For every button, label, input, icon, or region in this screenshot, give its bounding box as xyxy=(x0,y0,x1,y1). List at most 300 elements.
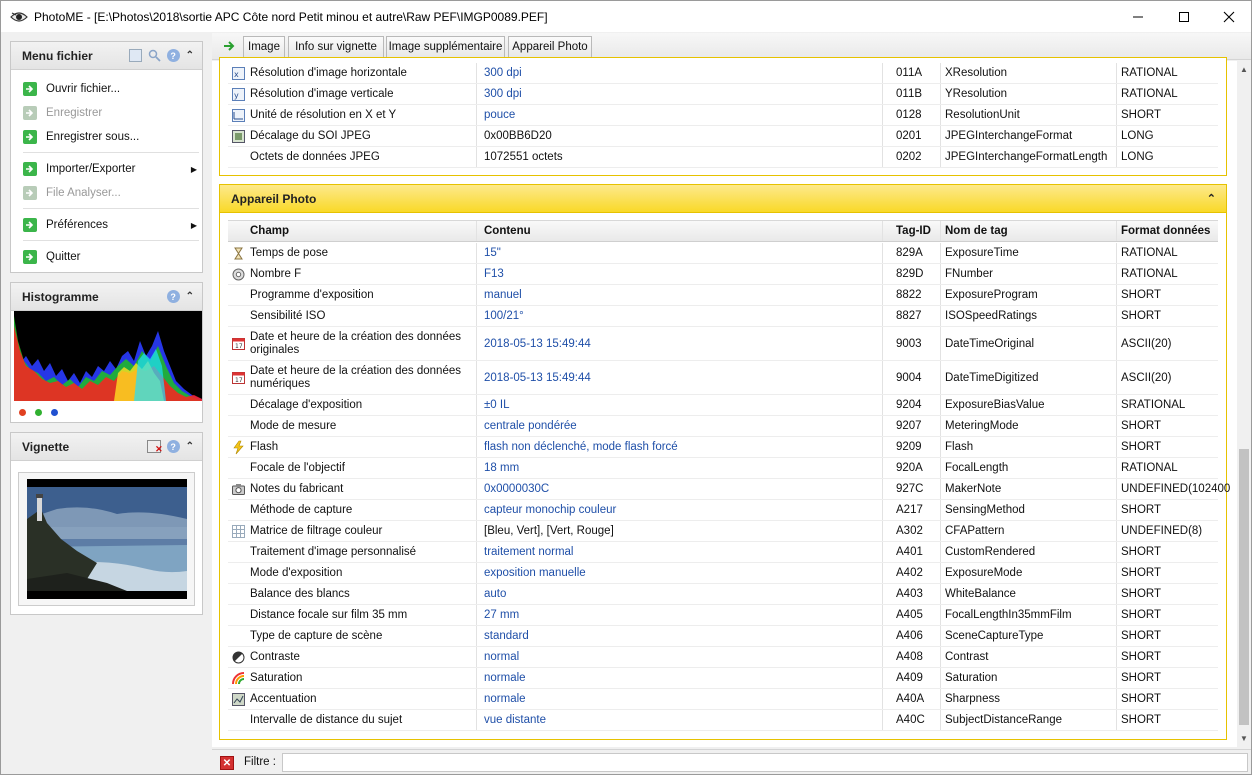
value-cell: normale xyxy=(484,693,526,705)
value-cell: standard xyxy=(484,630,529,642)
cell-divider xyxy=(882,626,883,646)
x-resolution-icon xyxy=(230,63,246,83)
red-channel-dot[interactable] xyxy=(19,409,26,416)
cell-divider xyxy=(1116,605,1117,625)
tag-id-cell: 0128 xyxy=(896,109,922,121)
cell-divider xyxy=(1116,306,1117,326)
cell-divider xyxy=(940,710,941,730)
tag-name-cell: CustomRendered xyxy=(945,546,1036,558)
file-menu-title: Menu fichier xyxy=(22,48,93,63)
arrow-right-icon xyxy=(23,106,37,120)
cell-divider xyxy=(1116,126,1117,146)
cell-divider xyxy=(1116,647,1117,667)
cell-divider xyxy=(940,668,941,688)
cell-divider xyxy=(476,458,477,478)
tab-image[interactable]: Image xyxy=(243,36,285,58)
format-cell: SHORT xyxy=(1121,310,1162,322)
cell-divider xyxy=(940,126,941,146)
format-cell: RATIONAL xyxy=(1121,247,1178,259)
tag-name-cell: ISOSpeedRatings xyxy=(945,310,1038,322)
arrow-right-icon xyxy=(23,162,37,176)
cell-divider xyxy=(882,63,883,83)
field-cell: Flash xyxy=(250,440,279,453)
table-row[interactable] xyxy=(228,285,1218,306)
thumbnail-title: Vignette xyxy=(22,439,70,454)
tag-name-cell: ExposureProgram xyxy=(945,289,1038,301)
collapse-icon[interactable]: ⌃ xyxy=(185,290,194,302)
no-icon xyxy=(230,584,246,604)
value-cell: F13 xyxy=(484,268,504,280)
no-icon xyxy=(230,306,246,326)
scroll-down-arrow-icon[interactable]: ▼ xyxy=(1240,734,1248,743)
column-header-field[interactable]: Champ xyxy=(250,224,289,237)
cell-divider xyxy=(1116,63,1117,83)
cell-divider xyxy=(1116,668,1117,688)
format-cell: SHORT xyxy=(1121,672,1162,684)
table-row[interactable] xyxy=(228,584,1218,605)
table-row[interactable] xyxy=(228,710,1218,731)
cell-divider xyxy=(940,479,941,499)
table-row[interactable] xyxy=(228,306,1218,327)
table-row[interactable] xyxy=(228,327,1218,361)
field-cell: Date et heure de la création des données originales xyxy=(250,330,461,356)
tag-name-cell: JPEGInterchangeFormat xyxy=(945,130,1073,142)
cell-divider xyxy=(1116,521,1117,541)
cell-divider xyxy=(476,647,477,667)
table-row[interactable] xyxy=(228,542,1218,563)
cell-divider xyxy=(476,479,477,499)
cell-divider xyxy=(940,84,941,104)
format-cell: SHORT xyxy=(1121,693,1162,705)
tag-id-cell: 9209 xyxy=(896,441,922,453)
file-menu-header xyxy=(11,42,202,70)
tag-id-cell: A405 xyxy=(896,609,923,621)
value-cell: 0x00BB6D20 xyxy=(484,130,552,142)
value-cell: ±0 IL xyxy=(484,399,510,411)
table-row[interactable] xyxy=(228,605,1218,626)
menu-item-label: Quitter xyxy=(46,251,81,263)
tag-id-cell: A302 xyxy=(896,525,923,537)
cell-divider xyxy=(1116,689,1117,709)
field-cell: Mode de mesure xyxy=(250,419,337,432)
arrow-right-icon xyxy=(23,218,37,232)
no-icon xyxy=(230,458,246,478)
tag-id-cell: A403 xyxy=(896,588,923,600)
tag-name-cell: CFAPattern xyxy=(945,525,1005,537)
blue-channel-dot[interactable] xyxy=(51,409,58,416)
table-row[interactable] xyxy=(228,521,1218,542)
table-row[interactable] xyxy=(228,563,1218,584)
cell-divider xyxy=(940,584,941,604)
camera-section-header[interactable] xyxy=(219,184,1227,213)
svg-text:x: x xyxy=(233,69,239,79)
table-row[interactable] xyxy=(228,689,1218,710)
collapse-icon[interactable]: ⌃ xyxy=(185,440,194,452)
copy-icon[interactable] xyxy=(129,49,142,62)
cell-divider xyxy=(882,689,883,709)
no-icon xyxy=(230,542,246,562)
field-cell: Temps de pose xyxy=(250,246,328,259)
menu-item-preferences[interactable] xyxy=(23,215,199,235)
format-cell: SHORT xyxy=(1121,546,1162,558)
column-header-content[interactable]: Contenu xyxy=(484,225,531,237)
field-cell: Contraste xyxy=(250,650,300,663)
cell-divider xyxy=(940,361,941,394)
no-icon xyxy=(230,285,246,305)
filter-input[interactable] xyxy=(282,753,1248,772)
table-row[interactable] xyxy=(228,500,1218,521)
cell-divider xyxy=(1116,542,1117,562)
arrow-right-icon xyxy=(23,186,37,200)
cell-divider xyxy=(940,306,941,326)
table-row[interactable] xyxy=(228,264,1218,285)
arrow-right-icon xyxy=(23,130,37,144)
cell-divider xyxy=(940,563,941,583)
column-divider[interactable] xyxy=(476,221,477,241)
field-cell: Type de capture de scène xyxy=(250,629,383,642)
field-cell: Matrice de filtrage couleur xyxy=(250,524,383,537)
table-row[interactable] xyxy=(228,458,1218,479)
column-header-tag-name[interactable]: Nom de tag xyxy=(945,225,1008,237)
format-cell: RATIONAL xyxy=(1121,67,1178,79)
cell-divider xyxy=(476,542,477,562)
arrow-right-icon xyxy=(23,250,37,264)
cell-divider xyxy=(476,689,477,709)
cell-divider xyxy=(882,126,883,146)
collapse-icon[interactable]: ⌃ xyxy=(1206,193,1216,205)
magnifier-icon[interactable] xyxy=(148,49,161,62)
tag-name-cell: ExposureMode xyxy=(945,567,1023,579)
value-cell: 2018-05-13 15:49:44 xyxy=(484,371,591,384)
value-cell: exposition manuelle xyxy=(484,567,586,579)
cell-divider xyxy=(882,500,883,520)
cell-divider xyxy=(882,306,883,326)
cell-divider xyxy=(882,105,883,125)
cell-divider xyxy=(1116,563,1117,583)
cell-divider xyxy=(940,689,941,709)
tab-thumbnail-info[interactable]: Info sur vignette xyxy=(288,36,384,58)
tag-name-cell: Flash xyxy=(945,441,974,453)
tag-id-cell: 9004 xyxy=(896,371,922,384)
cell-divider xyxy=(882,479,883,499)
value-cell: 15" xyxy=(484,247,501,259)
tag-name-cell: ResolutionUnit xyxy=(945,109,1020,121)
format-cell: UNDEFINED(102400 xyxy=(1121,483,1231,495)
field-cell: Traitement d'image personnalisé xyxy=(250,545,417,558)
value-cell: 0x0000030C xyxy=(484,483,550,495)
field-cell: Mode d'exposition xyxy=(250,566,343,579)
cell-divider xyxy=(882,243,883,263)
value-cell: 300 dpi xyxy=(484,88,522,100)
value-cell: pouce xyxy=(484,109,516,121)
format-cell: SHORT xyxy=(1121,420,1162,432)
format-cell: ASCII(20) xyxy=(1121,371,1172,384)
field-cell: Décalage du SOI JPEG xyxy=(250,129,371,142)
column-divider[interactable] xyxy=(882,221,883,241)
cell-divider xyxy=(1116,84,1117,104)
table-row[interactable] xyxy=(228,63,1218,84)
menu-item-save xyxy=(23,103,102,123)
menu-item-label: File Analyser... xyxy=(46,187,121,199)
help-icon[interactable]: ? xyxy=(167,440,180,453)
cell-divider xyxy=(1116,437,1117,457)
cell-divider xyxy=(476,285,477,305)
tag-id-cell: 0201 xyxy=(896,130,922,142)
tag-name-cell: SceneCaptureType xyxy=(945,630,1044,642)
cell-divider xyxy=(476,395,477,415)
cell-divider xyxy=(882,563,883,583)
format-cell: RATIONAL xyxy=(1121,88,1178,100)
table-row[interactable] xyxy=(228,479,1231,500)
tag-name-cell: ExposureTime xyxy=(945,247,1019,259)
calendar-icon xyxy=(230,361,246,394)
no-icon xyxy=(230,626,246,646)
cell-divider xyxy=(940,395,941,415)
cell-divider xyxy=(1116,264,1117,284)
table-row[interactable] xyxy=(228,437,1218,458)
scroll-up-arrow-icon[interactable]: ▲ xyxy=(1240,65,1248,74)
cell-divider xyxy=(882,361,883,394)
tag-id-cell: A40C xyxy=(896,714,925,726)
value-cell: normal xyxy=(484,651,520,663)
value-cell: 1072551 octets xyxy=(484,151,563,163)
submenu-arrow-icon: ▶ xyxy=(190,220,197,230)
help-icon[interactable]: ? xyxy=(167,290,180,303)
cell-divider xyxy=(476,437,477,457)
tag-id-cell: A40A xyxy=(896,693,925,705)
aperture-icon xyxy=(230,264,246,284)
cell-divider xyxy=(476,327,477,360)
no-icon xyxy=(230,416,246,436)
cell-divider xyxy=(940,264,941,284)
camera-icon xyxy=(230,479,246,499)
table-row[interactable] xyxy=(228,105,1218,126)
cell-divider xyxy=(476,605,477,625)
menu-separator xyxy=(23,240,199,241)
tag-name-cell: Saturation xyxy=(945,672,998,684)
field-cell: Nombre F xyxy=(250,267,302,280)
cell-divider xyxy=(940,521,941,541)
tag-id-cell: 8822 xyxy=(896,289,922,301)
table-row[interactable] xyxy=(228,416,1218,437)
cell-divider xyxy=(476,105,477,125)
cell-divider xyxy=(476,126,477,146)
contrast-icon xyxy=(230,647,246,667)
tag-id-cell: 0202 xyxy=(896,151,922,163)
field-cell: Saturation xyxy=(250,671,303,684)
table-row[interactable] xyxy=(228,361,1218,395)
cell-divider xyxy=(882,584,883,604)
cell-divider xyxy=(940,437,941,457)
cell-divider xyxy=(1116,105,1117,125)
cell-divider xyxy=(476,521,477,541)
no-icon xyxy=(230,500,246,520)
cell-divider xyxy=(1116,584,1117,604)
tag-id-cell: A401 xyxy=(896,546,923,558)
collapse-icon[interactable]: ⌃ xyxy=(185,49,194,61)
column-divider[interactable] xyxy=(940,221,941,241)
tab-additional-image[interactable]: Image supplémentaire xyxy=(386,36,505,58)
format-cell: RATIONAL xyxy=(1121,268,1178,280)
tag-id-cell: A217 xyxy=(896,504,923,516)
main-toolbar xyxy=(212,33,1251,60)
menu-item-save-as[interactable] xyxy=(23,127,139,147)
close-button[interactable] xyxy=(1206,1,1252,32)
cell-divider xyxy=(476,626,477,646)
window-title: PhotoME - [E:\Photos\2018\sortie APC Côte nord Petit minou et autre\Raw PEF\IMGP0089.PEF] xyxy=(34,9,548,24)
cell-divider xyxy=(940,105,941,125)
tag-id-cell: 011B xyxy=(896,88,923,100)
histogram-graph xyxy=(14,311,202,401)
cell-divider xyxy=(940,285,941,305)
thumbnail-delete-icon[interactable] xyxy=(147,440,161,453)
clear-filter-icon[interactable]: ✕ xyxy=(220,756,234,770)
cell-divider xyxy=(476,243,477,263)
no-icon xyxy=(230,147,246,167)
cell-divider xyxy=(940,626,941,646)
table-row[interactable] xyxy=(228,626,1218,647)
go-arrow-icon[interactable] xyxy=(223,40,236,52)
cell-divider xyxy=(882,84,883,104)
tag-name-cell: JPEGInterchangeFormatLength xyxy=(945,151,1108,163)
cell-divider xyxy=(1116,416,1117,436)
tag-name-cell: WhiteBalance xyxy=(945,588,1016,600)
jpeg-offset-icon xyxy=(230,126,246,146)
value-cell: traitement normal xyxy=(484,546,574,558)
value-cell: [Bleu, Vert], [Vert, Rouge] xyxy=(484,525,614,537)
resolution-unit-icon xyxy=(230,105,246,125)
cell-divider xyxy=(476,416,477,436)
thumbnail-panel xyxy=(10,432,203,615)
tag-name-cell: Contrast xyxy=(945,651,989,663)
filter-label: Filtre : xyxy=(244,756,276,768)
tag-name-cell: MeteringMode xyxy=(945,420,1019,432)
table-row[interactable] xyxy=(228,647,1218,668)
cell-divider xyxy=(476,147,477,167)
vertical-scrollbar[interactable] xyxy=(1237,61,1251,747)
histogram-header xyxy=(11,283,202,311)
cell-divider xyxy=(1116,479,1117,499)
maximize-button[interactable] xyxy=(1161,1,1207,32)
cell-divider xyxy=(476,584,477,604)
filter-bar xyxy=(212,749,1251,774)
cell-divider xyxy=(1116,147,1117,167)
value-cell: flash non déclenché, mode flash forcé xyxy=(484,441,678,453)
format-cell: SHORT xyxy=(1121,630,1162,642)
column-header-tag-id[interactable]: Tag-ID xyxy=(896,225,931,237)
format-cell: SHORT xyxy=(1121,567,1162,579)
column-header-format[interactable]: Format données xyxy=(1121,225,1211,237)
table-row[interactable] xyxy=(228,126,1218,147)
field-cell: Octets de données JPEG xyxy=(250,150,380,163)
menu-item-open-file[interactable] xyxy=(23,79,120,99)
cell-divider xyxy=(940,327,941,360)
menu-item-label: Préférences xyxy=(46,219,109,231)
scrollbar-thumb[interactable] xyxy=(1239,449,1249,725)
tab-camera[interactable]: Appareil Photo xyxy=(508,36,592,58)
cell-divider xyxy=(882,605,883,625)
y-resolution-icon xyxy=(230,84,246,104)
table-header xyxy=(228,220,1218,242)
format-cell: LONG xyxy=(1121,151,1154,163)
tag-id-cell: 9003 xyxy=(896,337,922,350)
table-row[interactable] xyxy=(228,395,1218,416)
format-cell: SHORT xyxy=(1121,714,1162,726)
tag-id-cell: 829A xyxy=(896,247,923,259)
menu-item-quit[interactable] xyxy=(23,247,81,267)
tag-name-cell: ExposureBiasValue xyxy=(945,399,1045,411)
cell-divider xyxy=(476,563,477,583)
cell-divider xyxy=(476,63,477,83)
histogram-panel xyxy=(10,282,203,423)
cell-divider xyxy=(1116,500,1117,520)
field-cell: Intervalle de distance du sujet xyxy=(250,713,403,726)
menu-item-label: Enregistrer xyxy=(46,107,103,119)
table-row[interactable] xyxy=(228,147,1218,168)
no-icon xyxy=(230,710,246,730)
column-divider[interactable] xyxy=(1116,221,1117,241)
no-icon xyxy=(230,395,246,415)
cell-divider xyxy=(940,243,941,263)
field-cell: Programme d'exposition xyxy=(250,288,374,301)
thumbnail-frame xyxy=(18,472,195,606)
value-cell: 100/21° xyxy=(484,310,524,322)
cell-divider xyxy=(940,458,941,478)
tag-name-cell: MakerNote xyxy=(945,483,1002,495)
tag-name-cell: FNumber xyxy=(945,268,993,280)
cell-divider xyxy=(476,710,477,730)
field-cell: Méthode de capture xyxy=(250,503,353,516)
format-cell: SHORT xyxy=(1121,289,1162,301)
cell-divider xyxy=(1116,710,1117,730)
field-cell: Décalage d'exposition xyxy=(250,398,363,411)
table-row[interactable] xyxy=(228,668,1218,689)
thumbnail-image xyxy=(27,479,187,599)
format-cell: UNDEFINED(8) xyxy=(1121,525,1203,537)
value-cell: auto xyxy=(484,588,507,600)
menu-item-import-export[interactable] xyxy=(23,159,199,179)
format-cell: RATIONAL xyxy=(1121,462,1178,474)
file-menu-panel xyxy=(10,41,203,273)
cell-divider xyxy=(882,416,883,436)
tag-id-cell: 8827 xyxy=(896,310,922,322)
value-cell: 2018-05-13 15:49:44 xyxy=(484,337,591,350)
table-row[interactable] xyxy=(228,84,1218,105)
hourglass-icon xyxy=(230,243,246,263)
tag-id-cell: 927C xyxy=(896,483,924,495)
table-row[interactable] xyxy=(228,243,1218,264)
tag-id-cell: A402 xyxy=(896,567,923,579)
submenu-arrow-icon: ▶ xyxy=(190,164,197,174)
calendar-icon xyxy=(230,327,246,360)
tag-id-cell: A408 xyxy=(896,651,923,663)
tag-name-cell: XResolution xyxy=(945,67,1008,79)
minimize-button[interactable] xyxy=(1115,1,1161,32)
field-cell: Résolution d'image horizontale xyxy=(250,66,407,79)
cell-divider xyxy=(1116,395,1117,415)
format-cell: SHORT xyxy=(1121,441,1162,453)
value-cell: 300 dpi xyxy=(484,67,522,79)
arrow-right-icon xyxy=(23,82,37,96)
green-channel-dot[interactable] xyxy=(35,409,42,416)
cell-divider xyxy=(940,605,941,625)
help-icon[interactable]: ? xyxy=(167,49,180,62)
cell-divider xyxy=(476,84,477,104)
cell-divider xyxy=(1116,327,1117,360)
field-cell: Date et heure de la création des données numériques xyxy=(250,364,461,390)
svg-text:17: 17 xyxy=(234,377,243,384)
tag-name-cell: YResolution xyxy=(945,88,1008,100)
